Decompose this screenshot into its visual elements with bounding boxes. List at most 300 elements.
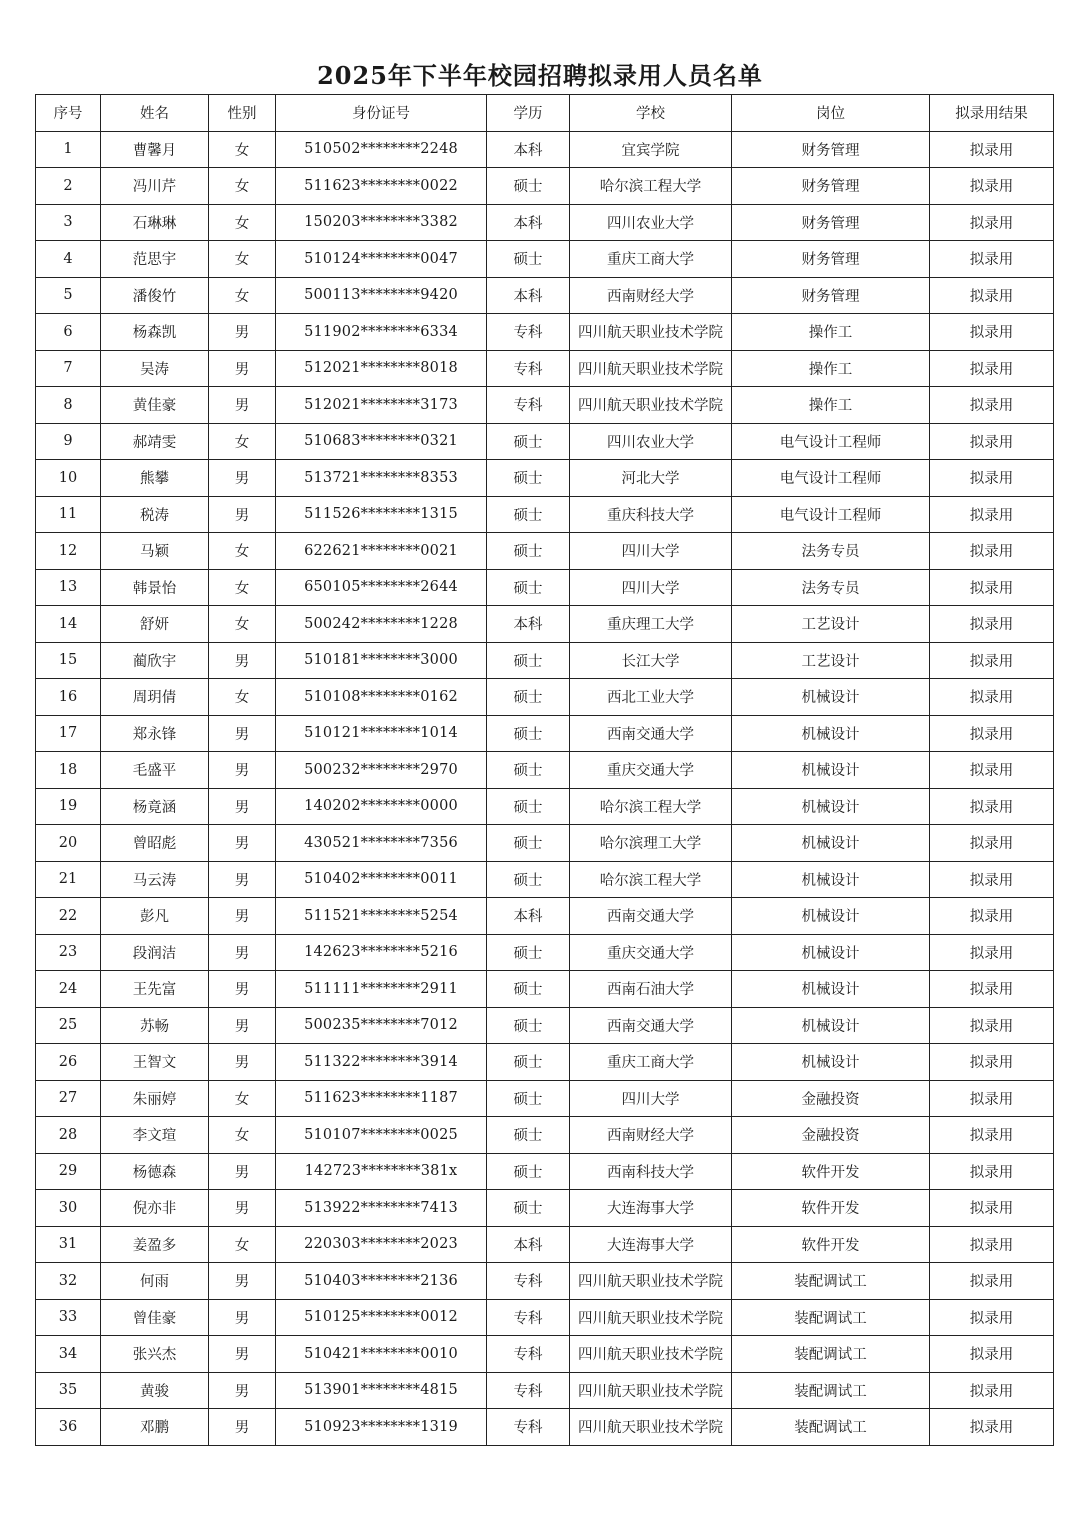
position-cell: 机械设计 (732, 861, 930, 898)
education-cell: 硕士 (487, 1190, 570, 1227)
gender-cell: 男 (209, 825, 276, 862)
row-number-cell: 21 (36, 861, 101, 898)
gender-cell: 男 (209, 1336, 276, 1373)
header-cell: 学历 (487, 95, 570, 132)
name-cell: 王智文 (101, 1044, 209, 1081)
position-cell: 软件开发 (732, 1190, 930, 1227)
table-row (36, 1372, 1054, 1409)
result-cell: 拟录用 (930, 788, 1054, 825)
gender-cell: 女 (209, 1117, 276, 1154)
id-number-cell: 512021********8018 (276, 350, 487, 387)
id-number-cell: 513901********4815 (276, 1372, 487, 1409)
gender-cell: 女 (209, 1226, 276, 1263)
id-number-cell: 510403********2136 (276, 1263, 487, 1300)
position-cell: 机械设计 (732, 1007, 930, 1044)
name-cell: 周玥倩 (101, 679, 209, 716)
name-cell: 韩景怡 (101, 569, 209, 606)
table-row (36, 1080, 1054, 1117)
education-cell: 硕士 (487, 934, 570, 971)
school-cell: 宜宾学院 (570, 131, 732, 168)
table-row (36, 1263, 1054, 1300)
school-cell: 四川航天职业技术学院 (570, 1372, 732, 1409)
position-cell: 机械设计 (732, 1044, 930, 1081)
result-cell: 拟录用 (930, 825, 1054, 862)
education-cell: 本科 (487, 277, 570, 314)
education-cell: 专科 (487, 1372, 570, 1409)
result-cell: 拟录用 (930, 1044, 1054, 1081)
table-row (36, 168, 1054, 205)
name-cell: 彭凡 (101, 898, 209, 935)
position-cell: 软件开发 (732, 1153, 930, 1190)
school-cell: 西南交通大学 (570, 1007, 732, 1044)
gender-cell: 女 (209, 168, 276, 205)
table-row (36, 204, 1054, 241)
result-cell: 拟录用 (930, 898, 1054, 935)
row-number-cell: 11 (36, 496, 101, 533)
education-cell: 专科 (487, 387, 570, 424)
result-cell: 拟录用 (930, 350, 1054, 387)
header-cell: 拟录用结果 (930, 95, 1054, 132)
position-cell: 机械设计 (732, 788, 930, 825)
result-cell: 拟录用 (930, 533, 1054, 570)
id-number-cell: 511526********1315 (276, 496, 487, 533)
row-number-cell: 15 (36, 642, 101, 679)
table-row (36, 314, 1054, 351)
result-cell: 拟录用 (930, 131, 1054, 168)
result-cell: 拟录用 (930, 277, 1054, 314)
position-cell: 法务专员 (732, 569, 930, 606)
row-number-cell: 35 (36, 1372, 101, 1409)
gender-cell: 男 (209, 460, 276, 497)
gender-cell: 男 (209, 1190, 276, 1227)
position-cell: 财务管理 (732, 241, 930, 278)
result-cell: 拟录用 (930, 204, 1054, 241)
gender-cell: 女 (209, 1080, 276, 1117)
position-cell: 装配调试工 (732, 1263, 930, 1300)
table-row (36, 642, 1054, 679)
position-cell: 财务管理 (732, 277, 930, 314)
id-number-cell: 430521********7356 (276, 825, 487, 862)
school-cell: 长江大学 (570, 642, 732, 679)
education-cell: 硕士 (487, 679, 570, 716)
header-cell: 姓名 (101, 95, 209, 132)
row-number-cell: 26 (36, 1044, 101, 1081)
table-body (36, 131, 1054, 1445)
row-number-cell: 31 (36, 1226, 101, 1263)
name-cell: 潘俊竹 (101, 277, 209, 314)
result-cell: 拟录用 (930, 1409, 1054, 1446)
row-number-cell: 9 (36, 423, 101, 460)
school-cell: 西南财经大学 (570, 277, 732, 314)
row-number-cell: 2 (36, 168, 101, 205)
result-cell: 拟录用 (930, 934, 1054, 971)
education-cell: 硕士 (487, 752, 570, 789)
gender-cell: 男 (209, 1372, 276, 1409)
gender-cell: 男 (209, 496, 276, 533)
result-cell: 拟录用 (930, 715, 1054, 752)
name-cell: 邓鹏 (101, 1409, 209, 1446)
result-cell: 拟录用 (930, 423, 1054, 460)
school-cell: 四川航天职业技术学院 (570, 314, 732, 351)
school-cell: 重庆工商大学 (570, 241, 732, 278)
table-row (36, 1117, 1054, 1154)
result-cell: 拟录用 (930, 168, 1054, 205)
school-cell: 西南交通大学 (570, 715, 732, 752)
row-number-cell: 22 (36, 898, 101, 935)
id-number-cell: 510181********3000 (276, 642, 487, 679)
id-number-cell: 510683********0321 (276, 423, 487, 460)
table-row (36, 387, 1054, 424)
table-row (36, 1190, 1054, 1227)
result-cell: 拟录用 (930, 1226, 1054, 1263)
education-cell: 硕士 (487, 241, 570, 278)
gender-cell: 女 (209, 569, 276, 606)
school-cell: 四川航天职业技术学院 (570, 350, 732, 387)
gender-cell: 女 (209, 131, 276, 168)
education-cell: 硕士 (487, 496, 570, 533)
row-number-cell: 27 (36, 1080, 101, 1117)
id-number-cell: 511623********0022 (276, 168, 487, 205)
gender-cell: 男 (209, 314, 276, 351)
education-cell: 硕士 (487, 423, 570, 460)
school-cell: 哈尔滨工程大学 (570, 168, 732, 205)
school-cell: 哈尔滨工程大学 (570, 788, 732, 825)
school-cell: 重庆理工大学 (570, 606, 732, 643)
row-number-cell: 17 (36, 715, 101, 752)
position-cell: 软件开发 (732, 1226, 930, 1263)
gender-cell: 男 (209, 1263, 276, 1300)
row-number-cell: 6 (36, 314, 101, 351)
position-cell: 装配调试工 (732, 1409, 930, 1446)
result-cell: 拟录用 (930, 1007, 1054, 1044)
id-number-cell: 510402********0011 (276, 861, 487, 898)
position-cell: 法务专员 (732, 533, 930, 570)
education-cell: 硕士 (487, 460, 570, 497)
id-number-cell: 510421********0010 (276, 1336, 487, 1373)
school-cell: 西北工业大学 (570, 679, 732, 716)
school-cell: 重庆工商大学 (570, 1044, 732, 1081)
gender-cell: 男 (209, 715, 276, 752)
name-cell: 郑永锋 (101, 715, 209, 752)
position-cell: 机械设计 (732, 679, 930, 716)
row-number-cell: 8 (36, 387, 101, 424)
id-number-cell: 510125********0012 (276, 1299, 487, 1336)
result-cell: 拟录用 (930, 679, 1054, 716)
table-row (36, 934, 1054, 971)
result-cell: 拟录用 (930, 1336, 1054, 1373)
id-number-cell: 510121********1014 (276, 715, 487, 752)
name-cell: 何雨 (101, 1263, 209, 1300)
row-number-cell: 32 (36, 1263, 101, 1300)
table-row (36, 1336, 1054, 1373)
position-cell: 工艺设计 (732, 606, 930, 643)
result-cell: 拟录用 (930, 861, 1054, 898)
row-number-cell: 10 (36, 460, 101, 497)
table-row (36, 1409, 1054, 1446)
gender-cell: 男 (209, 350, 276, 387)
education-cell: 专科 (487, 314, 570, 351)
name-cell: 马颖 (101, 533, 209, 570)
education-cell: 专科 (487, 1263, 570, 1300)
school-cell: 四川航天职业技术学院 (570, 1299, 732, 1336)
gender-cell: 女 (209, 679, 276, 716)
result-cell: 拟录用 (930, 569, 1054, 606)
result-cell: 拟录用 (930, 642, 1054, 679)
name-cell: 姜盈多 (101, 1226, 209, 1263)
table-row (36, 788, 1054, 825)
header-cell: 岗位 (732, 95, 930, 132)
school-cell: 四川航天职业技术学院 (570, 1409, 732, 1446)
name-cell: 黄佳豪 (101, 387, 209, 424)
school-cell: 四川大学 (570, 533, 732, 570)
row-number-cell: 19 (36, 788, 101, 825)
id-number-cell: 511623********1187 (276, 1080, 487, 1117)
row-number-cell: 20 (36, 825, 101, 862)
education-cell: 本科 (487, 131, 570, 168)
position-cell: 金融投资 (732, 1117, 930, 1154)
education-cell: 本科 (487, 898, 570, 935)
result-cell: 拟录用 (930, 496, 1054, 533)
gender-cell: 男 (209, 1044, 276, 1081)
name-cell: 曾佳豪 (101, 1299, 209, 1336)
education-cell: 本科 (487, 204, 570, 241)
hiring-list-table (35, 94, 1054, 1446)
education-cell: 硕士 (487, 1007, 570, 1044)
table-row (36, 1226, 1054, 1263)
education-cell: 硕士 (487, 533, 570, 570)
id-number-cell: 512021********3173 (276, 387, 487, 424)
gender-cell: 男 (209, 898, 276, 935)
name-cell: 王先富 (101, 971, 209, 1008)
position-cell: 电气设计工程师 (732, 496, 930, 533)
table-row (36, 861, 1054, 898)
id-number-cell: 513922********7413 (276, 1190, 487, 1227)
name-cell: 段润洁 (101, 934, 209, 971)
education-cell: 专科 (487, 1409, 570, 1446)
name-cell: 吴涛 (101, 350, 209, 387)
name-cell: 郝靖雯 (101, 423, 209, 460)
header-cell: 序号 (36, 95, 101, 132)
education-cell: 硕士 (487, 1117, 570, 1154)
position-cell: 金融投资 (732, 1080, 930, 1117)
gender-cell: 男 (209, 934, 276, 971)
table-row (36, 277, 1054, 314)
gender-cell: 男 (209, 788, 276, 825)
id-number-cell: 511111********2911 (276, 971, 487, 1008)
row-number-cell: 16 (36, 679, 101, 716)
education-cell: 硕士 (487, 642, 570, 679)
id-number-cell: 513721********8353 (276, 460, 487, 497)
name-cell: 冯川芹 (101, 168, 209, 205)
education-cell: 硕士 (487, 168, 570, 205)
position-cell: 机械设计 (732, 898, 930, 935)
table-row (36, 679, 1054, 716)
name-cell: 熊攀 (101, 460, 209, 497)
name-cell: 毛盛平 (101, 752, 209, 789)
id-number-cell: 510502********2248 (276, 131, 487, 168)
header-cell: 学校 (570, 95, 732, 132)
result-cell: 拟录用 (930, 241, 1054, 278)
result-cell: 拟录用 (930, 971, 1054, 1008)
school-cell: 四川农业大学 (570, 204, 732, 241)
table-row (36, 1299, 1054, 1336)
education-cell: 硕士 (487, 1080, 570, 1117)
row-number-cell: 25 (36, 1007, 101, 1044)
table-row (36, 350, 1054, 387)
result-cell: 拟录用 (930, 1299, 1054, 1336)
id-number-cell: 511322********3914 (276, 1044, 487, 1081)
row-number-cell: 23 (36, 934, 101, 971)
id-number-cell: 500113********9420 (276, 277, 487, 314)
result-cell: 拟录用 (930, 1263, 1054, 1300)
table-row (36, 752, 1054, 789)
name-cell: 杨德森 (101, 1153, 209, 1190)
school-cell: 哈尔滨理工大学 (570, 825, 732, 862)
id-number-cell: 650105********2644 (276, 569, 487, 606)
table-row (36, 423, 1054, 460)
name-cell: 黄骏 (101, 1372, 209, 1409)
school-cell: 西南石油大学 (570, 971, 732, 1008)
position-cell: 机械设计 (732, 715, 930, 752)
education-cell: 硕士 (487, 715, 570, 752)
row-number-cell: 7 (36, 350, 101, 387)
row-number-cell: 12 (36, 533, 101, 570)
name-cell: 杨竟涵 (101, 788, 209, 825)
name-cell: 范思宇 (101, 241, 209, 278)
result-cell: 拟录用 (930, 606, 1054, 643)
id-number-cell: 140202********0000 (276, 788, 487, 825)
id-number-cell: 500242********1228 (276, 606, 487, 643)
table-row (36, 971, 1054, 1008)
result-cell: 拟录用 (930, 1153, 1054, 1190)
gender-cell: 男 (209, 1299, 276, 1336)
education-cell: 硕士 (487, 788, 570, 825)
id-number-cell: 510108********0162 (276, 679, 487, 716)
position-cell: 财务管理 (732, 168, 930, 205)
education-cell: 硕士 (487, 971, 570, 1008)
table-row (36, 1044, 1054, 1081)
name-cell: 朱丽婷 (101, 1080, 209, 1117)
education-cell: 硕士 (487, 1153, 570, 1190)
gender-cell: 男 (209, 642, 276, 679)
result-cell: 拟录用 (930, 752, 1054, 789)
result-cell: 拟录用 (930, 1080, 1054, 1117)
school-cell: 四川航天职业技术学院 (570, 387, 732, 424)
school-cell: 重庆交通大学 (570, 752, 732, 789)
gender-cell: 女 (209, 277, 276, 314)
result-cell: 拟录用 (930, 314, 1054, 351)
education-cell: 本科 (487, 1226, 570, 1263)
result-cell: 拟录用 (930, 1372, 1054, 1409)
result-cell: 拟录用 (930, 1117, 1054, 1154)
id-number-cell: 510107********0025 (276, 1117, 487, 1154)
row-number-cell: 13 (36, 569, 101, 606)
row-number-cell: 36 (36, 1409, 101, 1446)
table-row (36, 460, 1054, 497)
gender-cell: 男 (209, 971, 276, 1008)
school-cell: 四川农业大学 (570, 423, 732, 460)
table-header-row (36, 95, 1054, 132)
gender-cell: 女 (209, 241, 276, 278)
id-number-cell: 500235********7012 (276, 1007, 487, 1044)
row-number-cell: 4 (36, 241, 101, 278)
name-cell: 石琳琳 (101, 204, 209, 241)
row-number-cell: 34 (36, 1336, 101, 1373)
gender-cell: 女 (209, 533, 276, 570)
id-number-cell: 150203********3382 (276, 204, 487, 241)
gender-cell: 女 (209, 423, 276, 460)
gender-cell: 女 (209, 204, 276, 241)
position-cell: 电气设计工程师 (732, 460, 930, 497)
school-cell: 四川航天职业技术学院 (570, 1336, 732, 1373)
row-number-cell: 29 (36, 1153, 101, 1190)
position-cell: 机械设计 (732, 934, 930, 971)
name-cell: 杨森凯 (101, 314, 209, 351)
school-cell: 大连海事大学 (570, 1226, 732, 1263)
result-cell: 拟录用 (930, 1190, 1054, 1227)
position-cell: 机械设计 (732, 752, 930, 789)
name-cell: 曾昭彪 (101, 825, 209, 862)
school-cell: 重庆交通大学 (570, 934, 732, 971)
table-row (36, 715, 1054, 752)
position-cell: 操作工 (732, 350, 930, 387)
education-cell: 本科 (487, 606, 570, 643)
school-cell: 西南交通大学 (570, 898, 732, 935)
gender-cell: 男 (209, 861, 276, 898)
row-number-cell: 14 (36, 606, 101, 643)
row-number-cell: 18 (36, 752, 101, 789)
education-cell: 硕士 (487, 569, 570, 606)
row-number-cell: 1 (36, 131, 101, 168)
table-row (36, 131, 1054, 168)
education-cell: 硕士 (487, 1044, 570, 1081)
position-cell: 财务管理 (732, 204, 930, 241)
education-cell: 专科 (487, 1299, 570, 1336)
id-number-cell: 142723********381x (276, 1153, 487, 1190)
table-row (36, 569, 1054, 606)
row-number-cell: 33 (36, 1299, 101, 1336)
position-cell: 操作工 (732, 387, 930, 424)
position-cell: 装配调试工 (732, 1336, 930, 1373)
school-cell: 哈尔滨工程大学 (570, 861, 732, 898)
position-cell: 机械设计 (732, 971, 930, 1008)
education-cell: 硕士 (487, 825, 570, 862)
school-cell: 大连海事大学 (570, 1190, 732, 1227)
position-cell: 财务管理 (732, 131, 930, 168)
id-number-cell: 510124********0047 (276, 241, 487, 278)
header-cell: 性别 (209, 95, 276, 132)
school-cell: 西南科技大学 (570, 1153, 732, 1190)
gender-cell: 男 (209, 1153, 276, 1190)
position-cell: 装配调试工 (732, 1372, 930, 1409)
position-cell: 电气设计工程师 (732, 423, 930, 460)
position-cell: 机械设计 (732, 825, 930, 862)
table-row (36, 898, 1054, 935)
name-cell: 蔺欣宇 (101, 642, 209, 679)
table-row (36, 825, 1054, 862)
name-cell: 倪亦非 (101, 1190, 209, 1227)
school-cell: 四川大学 (570, 1080, 732, 1117)
id-number-cell: 510923********1319 (276, 1409, 487, 1446)
result-cell: 拟录用 (930, 387, 1054, 424)
table-row (36, 533, 1054, 570)
school-cell: 四川航天职业技术学院 (570, 1263, 732, 1300)
row-number-cell: 5 (36, 277, 101, 314)
gender-cell: 男 (209, 1007, 276, 1044)
table-row (36, 1153, 1054, 1190)
name-cell: 舒妍 (101, 606, 209, 643)
table-row (36, 496, 1054, 533)
